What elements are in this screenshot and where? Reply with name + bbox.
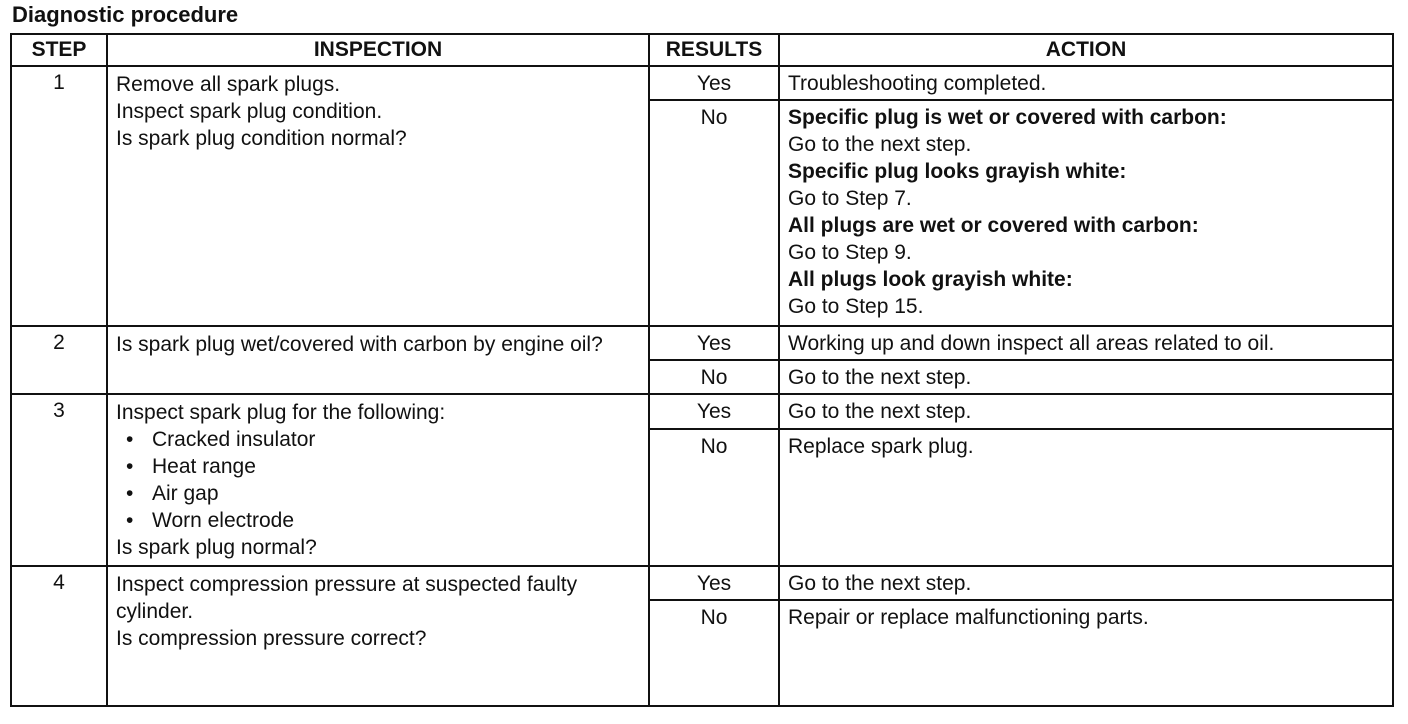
list-item: • Air gap	[152, 480, 640, 507]
table-row	[11, 66, 1393, 100]
result-yes: Yes	[649, 326, 779, 360]
action-yes: Working up and down inspect all areas related to oil.	[779, 326, 1393, 360]
inspection-text: Is compression pressure correct?	[116, 627, 427, 650]
condition-label: All plugs look grayish white:	[788, 268, 1073, 291]
condition-action: Go to Step 9.	[788, 241, 912, 264]
inspection-cell	[107, 66, 649, 326]
result-yes: Yes	[649, 66, 779, 100]
step-number: 4	[11, 566, 107, 706]
action-no: Replace spark plug.	[779, 429, 1393, 566]
table-row	[11, 394, 1393, 429]
header-action: ACTION	[779, 34, 1393, 66]
result-no: No	[649, 429, 779, 566]
result-no: No	[649, 100, 779, 326]
page-title: Diagnostic procedure	[12, 2, 239, 27]
result-yes: Yes	[649, 394, 779, 429]
condition-action: Go to Step 7.	[788, 187, 912, 210]
inspection-cell	[107, 394, 649, 566]
result-no: No	[649, 360, 779, 394]
condition-action: Go to the next step.	[788, 133, 972, 156]
diagnostic-table	[10, 33, 1394, 707]
header-step: STEP	[11, 34, 107, 66]
action-no: Go to the next step.	[779, 360, 1393, 394]
inspection-text: Is spark plug normal?	[116, 536, 317, 559]
inspection-text: Inspect compression pressure at suspected faulty cylinder.	[116, 573, 578, 623]
header-inspection: INSPECTION	[107, 34, 649, 66]
action-yes: Troubleshooting completed.	[779, 66, 1393, 100]
inspection-text: Is spark plug condition normal?	[116, 127, 407, 150]
condition-label: Specific plug is wet or covered with carbon:	[788, 106, 1227, 129]
action-no	[779, 100, 1393, 326]
list-item: • Worn electrode	[152, 507, 640, 534]
inspection-cell	[107, 566, 649, 706]
inspection-text: Is spark plug wet/covered with carbon by engine oil?	[116, 333, 603, 356]
header-results: RESULTS	[649, 34, 779, 66]
result-yes: Yes	[649, 566, 779, 600]
inspection-cell	[107, 326, 649, 394]
table-row	[11, 326, 1393, 360]
action-yes: Go to the next step.	[779, 566, 1393, 600]
list-item: • Cracked insulator	[152, 426, 640, 453]
step-number: 3	[11, 394, 107, 566]
inspection-text: Remove all spark plugs.	[116, 73, 341, 96]
header-row	[11, 34, 1393, 66]
step-number: 1	[11, 66, 107, 326]
result-no: No	[649, 600, 779, 706]
condition-action: Go to Step 15.	[788, 295, 924, 318]
condition-label: All plugs are wet or covered with carbon:	[788, 214, 1199, 237]
step-number: 2	[11, 326, 107, 394]
table-row	[11, 566, 1393, 600]
condition-label: Specific plug looks grayish white:	[788, 160, 1127, 183]
inspection-text: Inspect spark plug condition.	[116, 100, 383, 123]
list-item: • Heat range	[152, 453, 640, 480]
action-no: Repair or replace malfunctioning parts.	[779, 600, 1393, 706]
inspection-bullet-list	[116, 426, 640, 534]
inspection-text: Inspect spark plug for the following:	[116, 401, 446, 424]
action-yes: Go to the next step.	[779, 394, 1393, 429]
